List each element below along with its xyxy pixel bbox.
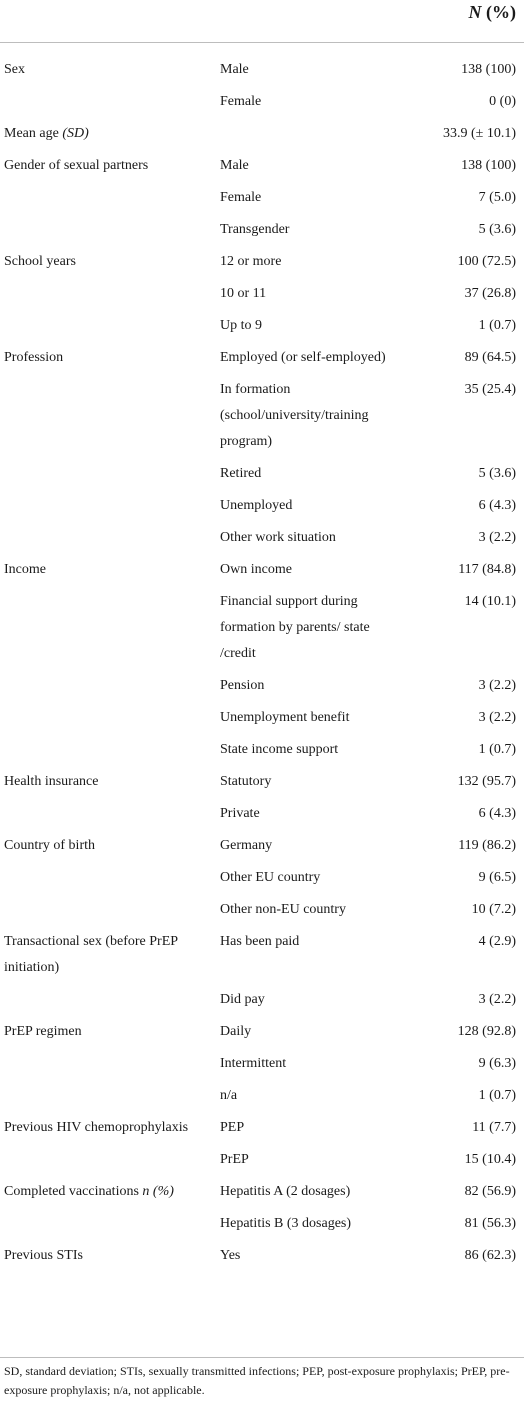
- table-row: [0, 670, 524, 702]
- table-footnote: SD, standard deviation; STIs, sexually transmitted infections; PEP, post-exposure prophylaxis; PrEP, pre-exposure prophylaxis; n/a, not applicable.: [4, 1364, 510, 1397]
- category-italic-suffix: n (%): [142, 1184, 174, 1199]
- category-label: Previous HIV chemoprophylaxis: [4, 1120, 189, 1135]
- row-category: [0, 57, 212, 83]
- table-row: [0, 1240, 524, 1272]
- category-label: School years: [4, 254, 76, 269]
- category-label: Transactional sex (before PrEP initiation): [4, 934, 178, 975]
- row-subcategory: n/a: [220, 1088, 238, 1103]
- table-row: [0, 894, 524, 926]
- row-subcategory: Pension: [220, 678, 265, 693]
- row-subcategory: Male: [220, 158, 249, 173]
- row-value: 82 (56.9): [464, 1184, 516, 1199]
- row-subcategory: 10 or 11: [220, 286, 267, 301]
- table-row: [0, 1016, 524, 1048]
- table-row: [0, 586, 524, 670]
- category-label: Gender of sexual partners: [4, 158, 149, 173]
- table-row: [0, 150, 524, 182]
- row-value: 5 (3.6): [478, 222, 516, 237]
- table-row: [0, 1208, 524, 1240]
- row-subcategory: Other work situation: [220, 530, 336, 545]
- row-subcategory: Female: [220, 94, 262, 109]
- table-row: [0, 1112, 524, 1144]
- category-label: Sex: [4, 62, 25, 77]
- row-subcategory: Own income: [220, 562, 292, 577]
- table-row: [0, 1080, 524, 1112]
- row-category: [0, 1115, 212, 1141]
- category-label: Previous STIs: [4, 1248, 83, 1263]
- table-row: [0, 862, 524, 894]
- row-subcategory: Retired: [220, 466, 262, 481]
- row-subcategory: Did pay: [220, 992, 265, 1007]
- row-value: 1 (0.7): [478, 318, 516, 333]
- row-subcategory: Employed (or self-employed): [220, 350, 386, 365]
- row-subcategory: PEP: [220, 1120, 245, 1135]
- row-subcategory: State income support: [220, 742, 339, 757]
- table-row: [0, 702, 524, 734]
- row-value: 1 (0.7): [478, 1088, 516, 1103]
- table-row: [0, 1176, 524, 1208]
- table-row: [0, 1144, 524, 1176]
- row-category: [0, 557, 212, 583]
- percent-label: (%): [481, 2, 516, 22]
- row-value: 86 (62.3): [464, 1248, 516, 1263]
- row-category: [0, 1243, 212, 1269]
- row-value: 81 (56.3): [464, 1216, 516, 1231]
- row-value: 138 (100): [461, 158, 516, 173]
- table-row: [0, 734, 524, 766]
- row-value: 0 (0): [489, 94, 516, 109]
- category-label: Mean age: [4, 126, 59, 141]
- category-label: Health insurance: [4, 774, 99, 789]
- table-row: [0, 54, 524, 86]
- row-subcategory: Statutory: [220, 774, 272, 789]
- table-row: [0, 214, 524, 246]
- row-subcategory: Intermittent: [220, 1056, 287, 1071]
- row-subcategory: 12 or more: [220, 254, 282, 269]
- row-subcategory: Unemployed: [220, 498, 293, 513]
- row-value: 14 (10.1): [464, 594, 516, 609]
- row-subcategory: PrEP: [220, 1152, 249, 1167]
- category-label: Completed vaccinations: [4, 1184, 139, 1199]
- row-value: 33.9 (± 10.1): [442, 126, 516, 141]
- row-value: 3 (2.2): [478, 710, 516, 725]
- category-label: Country of birth: [4, 838, 95, 853]
- row-subcategory: Transgender: [220, 222, 290, 237]
- table-row: [0, 86, 524, 118]
- table-row: [0, 310, 524, 342]
- row-subcategory: In formation (school/university/training program): [220, 382, 369, 449]
- row-subcategory: Daily: [220, 1024, 252, 1039]
- row-value: 3 (2.2): [478, 992, 516, 1007]
- row-value: 100 (72.5): [457, 254, 516, 269]
- row-category: [0, 769, 212, 795]
- table-row: [0, 984, 524, 1016]
- row-value: 15 (10.4): [464, 1152, 516, 1167]
- row-subcategory: Hepatitis A (2 dosages): [220, 1184, 351, 1199]
- table-body: [0, 54, 524, 1272]
- row-value: 9 (6.5): [478, 870, 516, 885]
- table-row: [0, 278, 524, 310]
- n-label: N: [468, 2, 482, 22]
- table-row: [0, 554, 524, 586]
- row-subcategory: Male: [220, 62, 249, 77]
- table-row: [0, 374, 524, 458]
- row-subcategory: Hepatitis B (3 dosages): [220, 1216, 352, 1231]
- row-category: [0, 121, 212, 147]
- row-subcategory: Yes: [220, 1248, 241, 1263]
- row-value: 4 (2.9): [478, 934, 516, 949]
- table-row: [0, 458, 524, 490]
- table-row: [0, 342, 524, 374]
- row-value: 89 (64.5): [464, 350, 516, 365]
- table-row: [0, 926, 524, 984]
- row-value: 3 (2.2): [478, 678, 516, 693]
- row-category: [0, 833, 212, 859]
- row-value: 7 (5.0): [478, 190, 516, 205]
- row-value: 11 (7.7): [472, 1120, 516, 1135]
- row-value: 37 (26.8): [464, 286, 516, 301]
- row-subcategory: Germany: [220, 838, 273, 853]
- row-value: 132 (95.7): [457, 774, 516, 789]
- row-subcategory: Private: [220, 806, 260, 821]
- table-row: [0, 830, 524, 862]
- category-italic-suffix: (SD): [62, 126, 89, 141]
- row-category: [0, 1019, 212, 1045]
- table-row: [0, 118, 524, 150]
- row-subcategory: Unemployment benefit: [220, 710, 350, 725]
- row-value: 138 (100): [461, 62, 516, 77]
- table-row: [0, 1048, 524, 1080]
- row-value: 6 (4.3): [478, 498, 516, 513]
- category-label: PrEP regimen: [4, 1024, 82, 1039]
- row-category: [0, 929, 212, 981]
- row-subcategory: Other non-EU country: [220, 902, 346, 917]
- row-subcategory: Financial support during formation by parents/ state /credit: [220, 594, 370, 661]
- row-value: 10 (7.2): [471, 902, 516, 917]
- row-category: [0, 1179, 212, 1205]
- row-category: [0, 153, 212, 179]
- row-value: 128 (92.8): [457, 1024, 516, 1039]
- row-value: 35 (25.4): [464, 382, 516, 397]
- category-label: Income: [4, 562, 46, 577]
- row-subcategory: Female: [220, 190, 262, 205]
- row-subcategory: Up to 9: [220, 318, 262, 333]
- category-label: Profession: [4, 350, 64, 365]
- table-row: [0, 490, 524, 522]
- n-percent-header: [469, 2, 517, 23]
- table-row: [0, 522, 524, 554]
- row-value: 5 (3.6): [478, 466, 516, 481]
- row-value: 6 (4.3): [478, 806, 516, 821]
- row-value: 1 (0.7): [478, 742, 516, 757]
- row-category: [0, 249, 212, 275]
- table-row: [0, 766, 524, 798]
- table-row: [0, 798, 524, 830]
- table-header: [0, 0, 524, 43]
- row-subcategory: Has been paid: [220, 934, 300, 949]
- row-subcategory: Other EU country: [220, 870, 321, 885]
- row-value: 9 (6.3): [478, 1056, 516, 1071]
- table-bottom-rule: [0, 1357, 524, 1358]
- table-row: [0, 182, 524, 214]
- row-value: 119 (86.2): [458, 838, 516, 853]
- table-row: [0, 246, 524, 278]
- row-value: 117 (84.8): [458, 562, 516, 577]
- row-category: [0, 345, 212, 371]
- row-value: 3 (2.2): [478, 530, 516, 545]
